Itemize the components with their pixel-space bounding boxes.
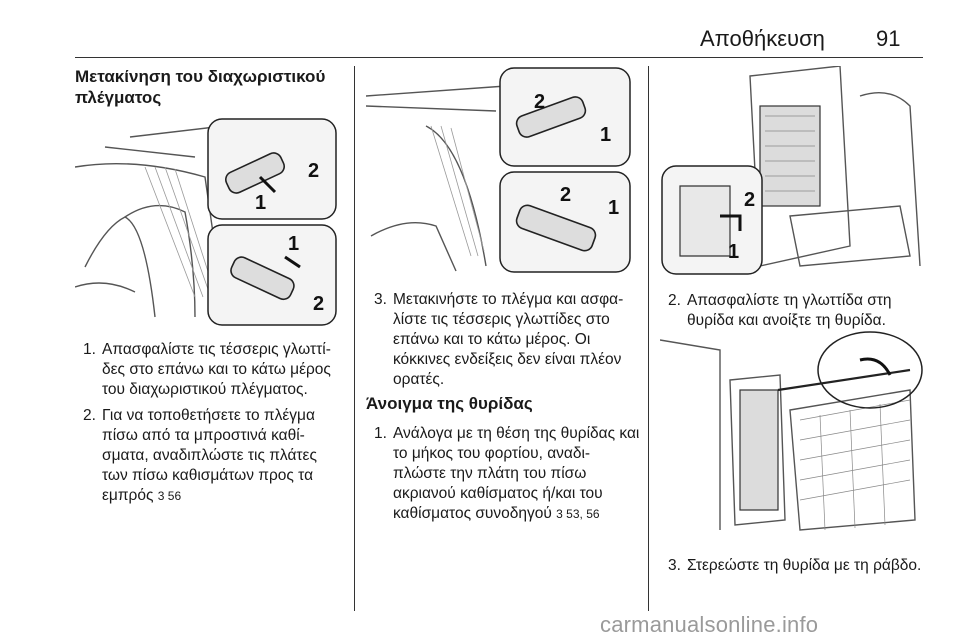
callout-bottom-2: 2 — [313, 293, 325, 315]
middle-step-list — [366, 290, 642, 396]
step-text: Απασφαλίστε τη γλωττίδα στη θυρίδα και ανοίξτε τη θυρίδα. — [687, 292, 892, 329]
step-text: Για να τοποθετήσετε το πλέγμα πίσω από τα μπροστινά καθί-σματα, αναδιπλώστε τις πλάτες των πίσω καθισμάτων προς τα εμπρός — [102, 407, 317, 504]
callout-top-1: 1 — [255, 192, 267, 214]
hatch-unlock-illustration — [660, 66, 924, 278]
page-reference-link[interactable]: 3 56 — [157, 489, 182, 503]
step-text: Ανάλογα με τη θέση της θυρίδας και το μήκος του φορτίου, αναδι-πλώστε την πλάτη του πίσω ακριανού καθίσματος ή/και του καθίσματος συνοδηγού — [393, 425, 640, 522]
step-number: 2. — [668, 292, 681, 309]
step-number: 2. — [83, 407, 96, 424]
header-divider — [75, 57, 923, 58]
section-heading-open-hatch: Άνοιγμα της θυρίδας — [366, 394, 533, 413]
list-item — [366, 424, 642, 524]
step-text: Μετακινήστε το πλέγμα και ασφα-λίστε τις τέσσερις γλωττίδες στο επάνω και το κάτω μέρος. Οι κόκκινες ενδείξεις δεν είναι πλέον ορατές. — [393, 291, 624, 388]
figure-hatch-unlock — [660, 66, 924, 278]
callout-bottom-1: 1 — [608, 197, 620, 219]
step-text: Απασφαλίστε τις τέσσερις γλωττί-δες στο επάνω και το κάτω μέρος του διαχωριστικού πλέγματος. — [102, 341, 331, 398]
mesh-latches-illustration — [75, 117, 337, 327]
callout-top-2: 2 — [308, 160, 320, 182]
callout-2: 2 — [744, 189, 756, 211]
page-reference-link[interactable]: 3 53, 56 — [556, 507, 600, 521]
hatch-rod-illustration — [660, 330, 924, 542]
step-number: 1. — [374, 425, 387, 442]
callout-bottom-1: 1 — [288, 233, 300, 255]
figure-mesh-latches — [75, 117, 337, 327]
left-step-list — [75, 340, 345, 512]
right-step-list-b — [660, 556, 924, 582]
chapter-title: Αποθήκευση — [700, 26, 825, 51]
list-item — [75, 340, 345, 400]
mesh-relocate-illustration — [366, 66, 632, 276]
step-text: Στερεώστε τη θυρίδα με τη ράβδο. — [687, 557, 922, 574]
figure-hatch-rod — [660, 330, 924, 542]
callout-bottom-2: 2 — [560, 184, 572, 206]
step-number: 3. — [668, 557, 681, 574]
step-number: 1. — [83, 341, 96, 358]
middle-hatch-step-list — [366, 424, 642, 530]
list-item — [75, 406, 345, 506]
column-divider-1 — [354, 66, 355, 611]
section-heading-move-mesh: Μετακίνηση του διαχωριστικού πλέγματος — [75, 67, 326, 107]
callout-1: 1 — [728, 241, 740, 263]
watermark: carmanualsonline.info — [600, 612, 819, 637]
callout-top-2: 2 — [534, 91, 546, 113]
list-item — [660, 556, 924, 576]
figure-mesh-relocate — [366, 66, 632, 276]
list-item — [366, 290, 642, 390]
step-number: 3. — [374, 291, 387, 308]
callout-top-1: 1 — [600, 124, 612, 146]
list-item — [660, 291, 924, 331]
page-number: 91 — [876, 26, 901, 51]
column-divider-2 — [648, 66, 649, 611]
